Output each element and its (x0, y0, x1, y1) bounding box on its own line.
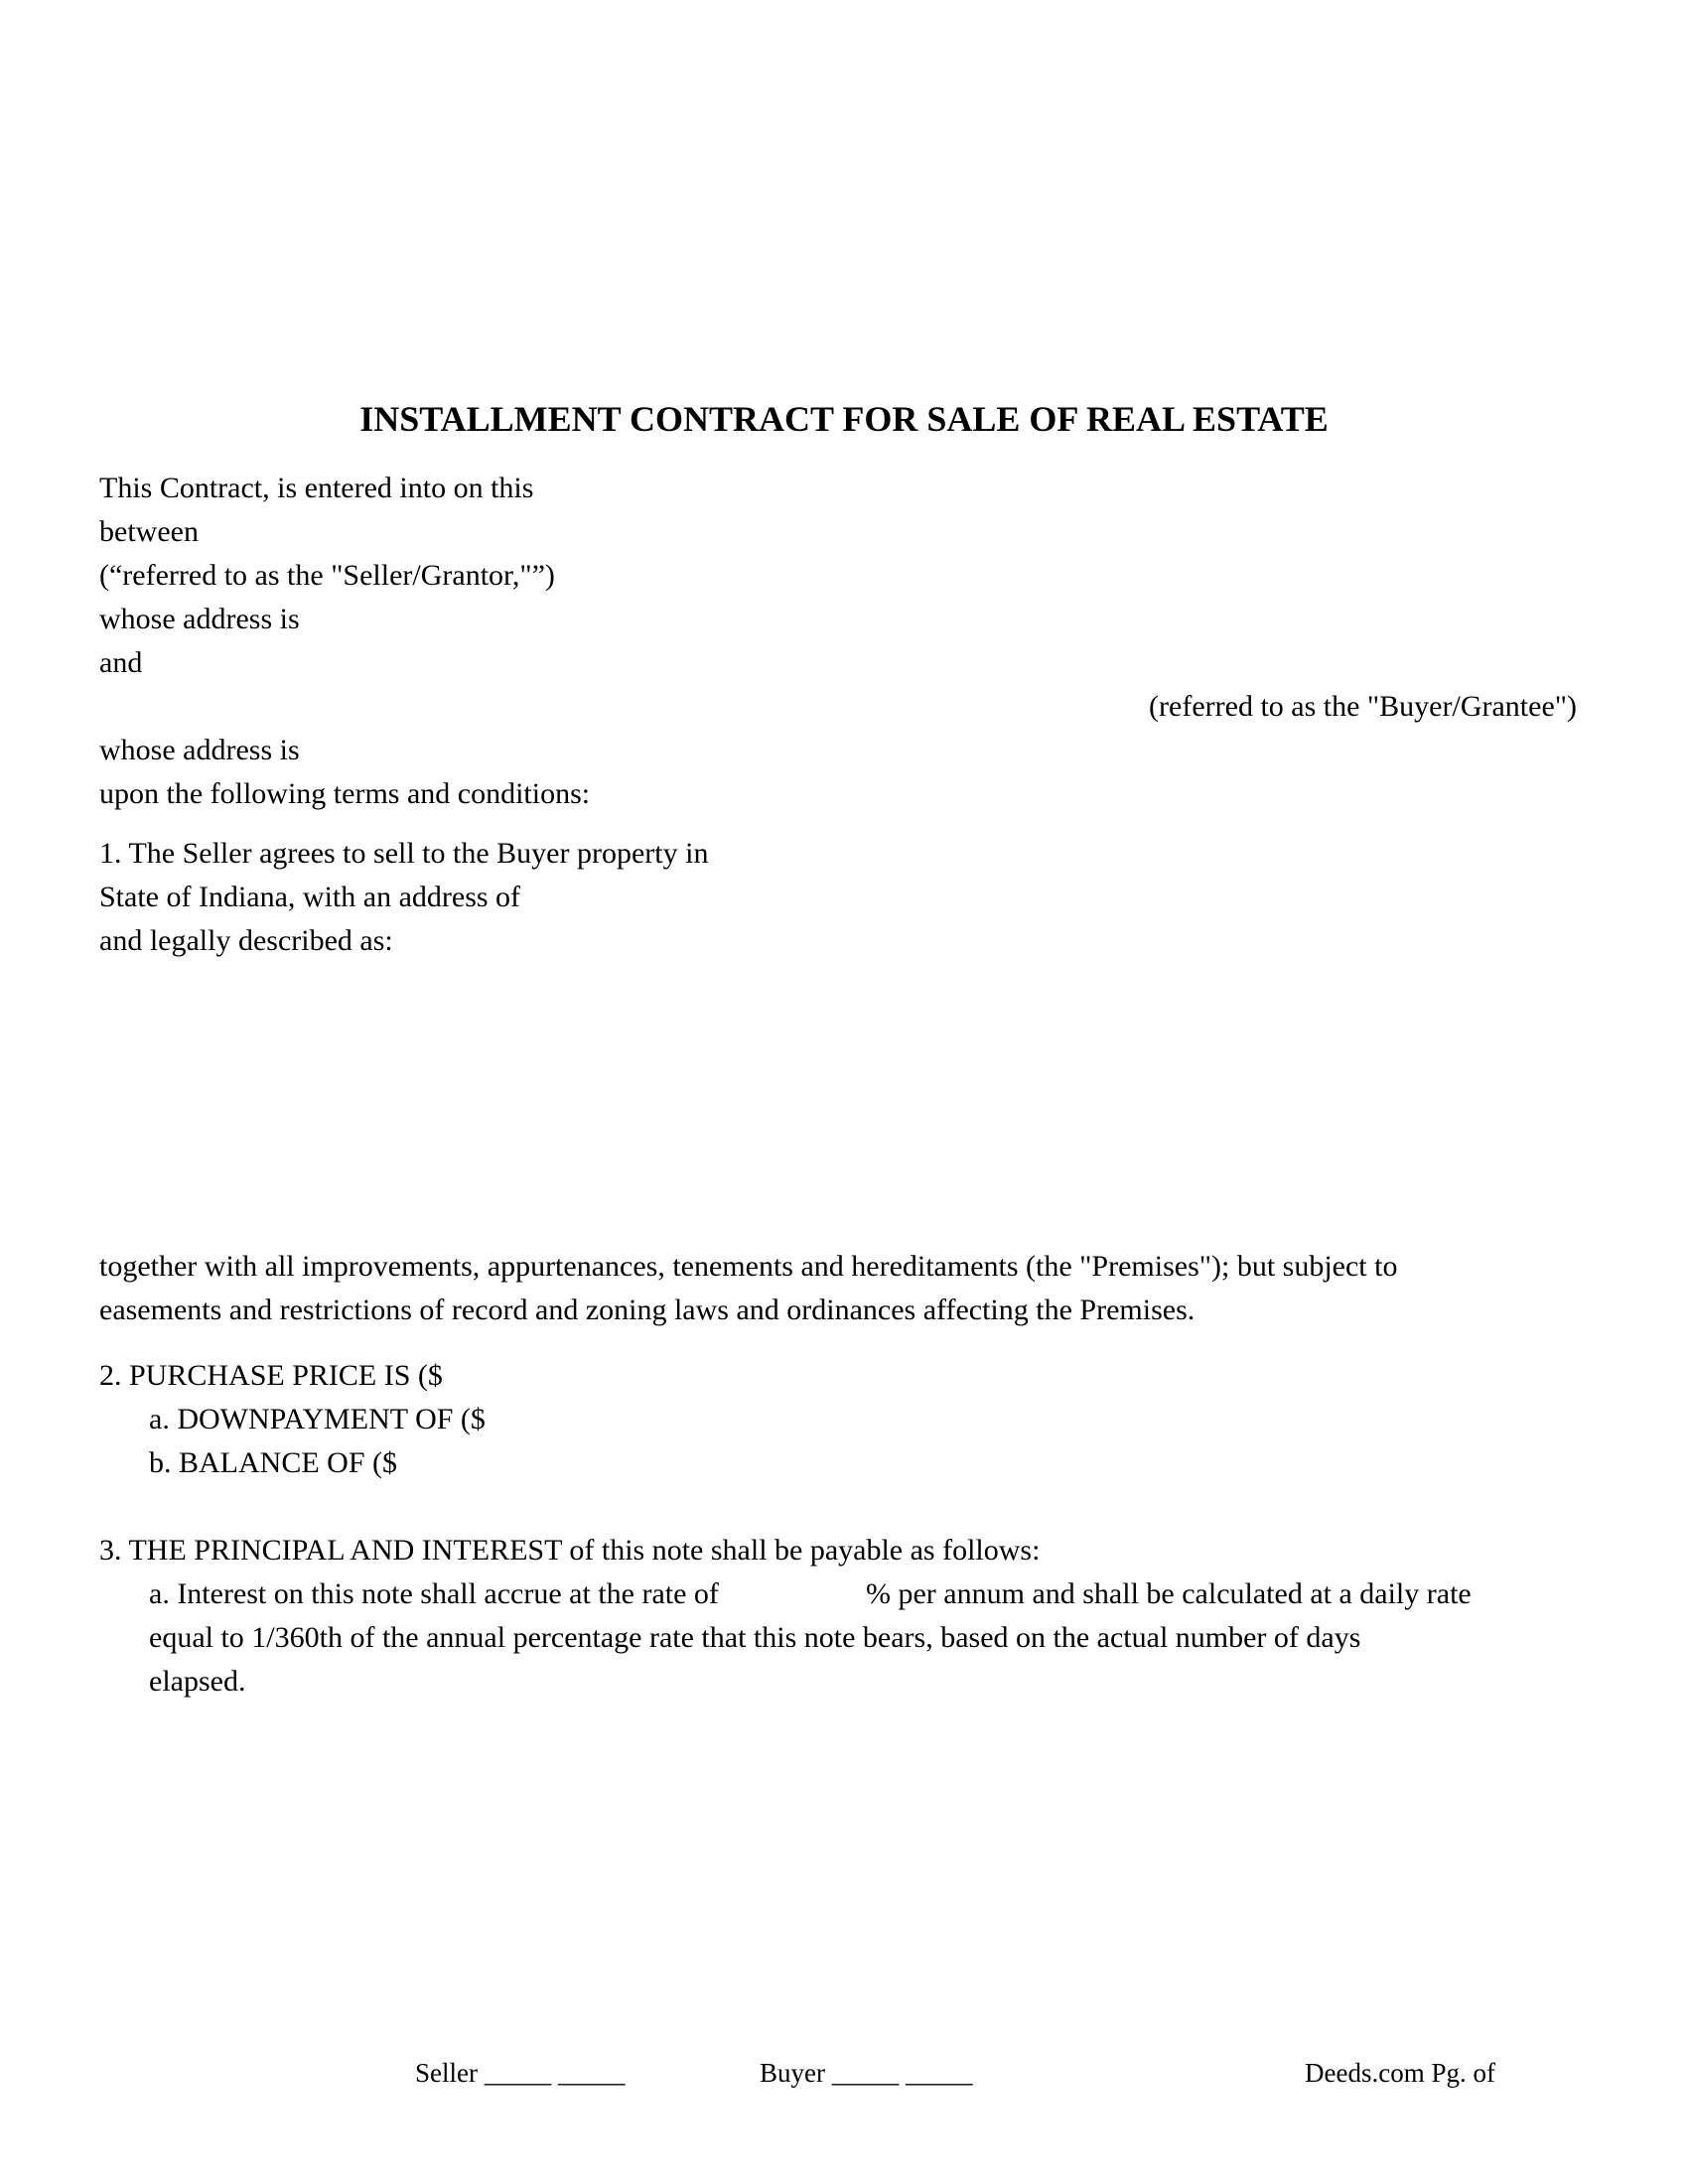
purchase-price-line: 2. PURCHASE PRICE IS ($ (99, 1359, 443, 1392)
footer-page-number: Deeds.com Pg. of (1305, 2058, 1495, 2088)
section1-line2: State of Indiana, with an address of (99, 881, 521, 913)
section1-line1: 1. The Seller agrees to sell to the Buyer property in (99, 837, 709, 870)
intro-line-buyer-ref: (referred to as the "Buyer/Grantee") (1149, 690, 1577, 723)
footer-buyer-initials: Buyer _____ _____ (760, 2058, 973, 2088)
downpayment-line: a. DOWNPAYMENT OF ($ (149, 1403, 486, 1435)
section1-para-line1: together with all improvements, appurtenances, tenements and hereditaments (the "Premises"); but subject to (99, 1250, 1398, 1283)
section1-line3: and legally described as: (99, 924, 393, 957)
intro-line-date: This Contract, is entered into on this (99, 472, 534, 504)
principal-interest-line: 3. THE PRINCIPAL AND INTEREST of this note shall be payable as follows: (99, 1534, 1041, 1567)
intro-line-between: between (99, 515, 199, 548)
balance-line: b. BALANCE OF ($ (149, 1446, 398, 1479)
intro-line-seller-address: whose address is (99, 603, 300, 635)
intro-line-buyer-address: whose address is (99, 734, 300, 766)
document-title: INSTALLMENT CONTRACT FOR SALE OF REAL ESTATE (359, 399, 1329, 439)
intro-line-and: and (99, 646, 143, 679)
interest-rate-line-a: a. Interest on this note shall accrue at the rate of (149, 1577, 719, 1610)
footer-seller-initials: Seller _____ _____ (415, 2058, 626, 2088)
intro-line-seller-ref: (“referred to as the "Seller/Grantor,"”) (99, 559, 555, 592)
interest-rate-line-3: elapsed. (149, 1665, 246, 1698)
section1-para-line2: easements and restrictions of record and zoning laws and ordinances affecting the Premises. (99, 1294, 1196, 1326)
interest-rate-line-2: equal to 1/360th of the annual percentage rate that this note bears, based on the actual number of days (149, 1621, 1361, 1654)
interest-rate-line-b: % per annum and shall be calculated at a daily rate (866, 1577, 1472, 1610)
intro-line-terms: upon the following terms and conditions: (99, 777, 591, 810)
